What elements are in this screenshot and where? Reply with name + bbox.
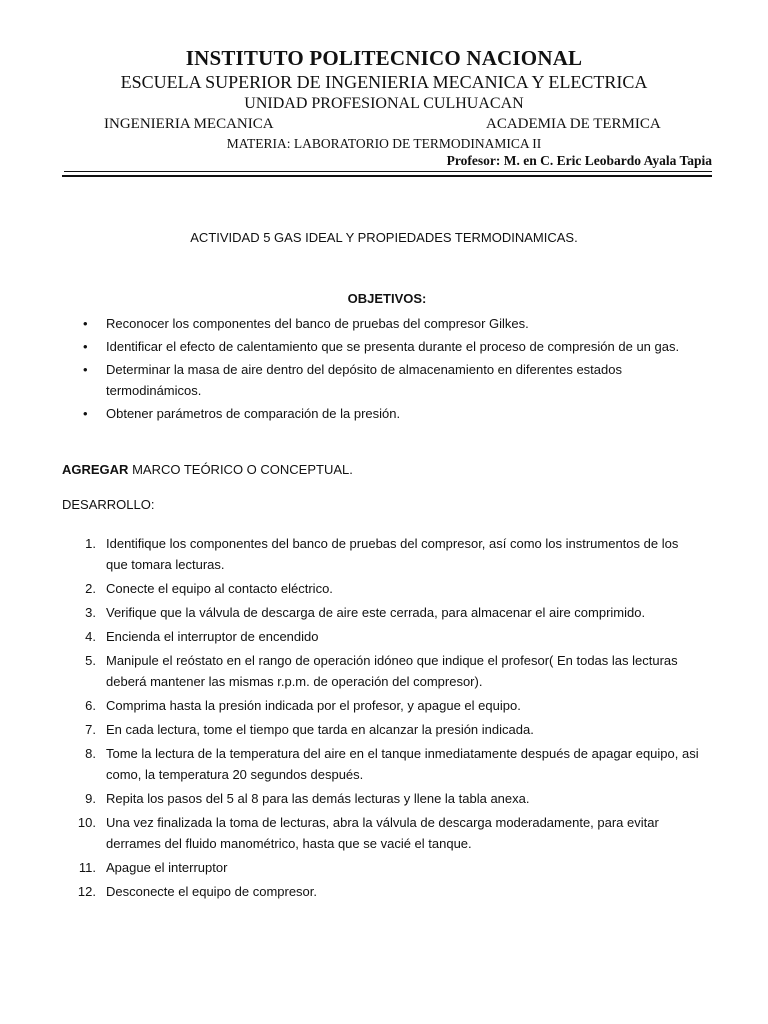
objective-item bbox=[62, 313, 702, 334]
step-number: 10. bbox=[77, 815, 96, 830]
step-number: 8. bbox=[85, 746, 96, 761]
step-text: Comprima hasta la presión indicada por el profesor, y apague el equipo. bbox=[106, 698, 521, 713]
development-step bbox=[62, 602, 702, 623]
objective-text: Identificar el efecto de calentamiento que se presenta durante el proceso de compresión de un gas. bbox=[106, 339, 680, 354]
step-text: Una vez finalizada la toma de lecturas, abra la válvula de descarga moderadamente, para evitar derrames del fluido manométrico, hasta que se vacié el tanque. bbox=[106, 815, 659, 851]
step-text: En cada lectura, tome el tiempo que tarda en alcanzar la presión indicada. bbox=[106, 722, 534, 737]
development-steps bbox=[62, 533, 702, 905]
objectives-list bbox=[62, 313, 702, 426]
development-step bbox=[62, 788, 702, 809]
step-text: Manipule el reóstato en el rango de operación idóneo que indique el profesor( En todas las lecturas deberá mantener las mismas r.p.m. de operación del compresor). bbox=[106, 653, 678, 689]
development-step bbox=[62, 578, 702, 599]
objectives-heading: OBJETIVOS: bbox=[347, 291, 427, 306]
unit-name: UNIDAD PROFESIONAL CULHUACAN bbox=[244, 95, 524, 112]
career-name: INGENIERIA MECANICA bbox=[104, 116, 274, 132]
school-name: ESCUELA SUPERIOR DE INGENIERIA MECANICA Y ELECTRICA bbox=[120, 72, 648, 92]
objective-item bbox=[62, 403, 702, 424]
step-text: Desconecte el equipo de compresor. bbox=[106, 884, 318, 899]
step-number: 5. bbox=[85, 653, 96, 668]
development-step bbox=[62, 626, 702, 647]
development-step bbox=[62, 743, 702, 785]
objective-item bbox=[62, 359, 702, 401]
development-step bbox=[62, 650, 702, 692]
development-step bbox=[62, 533, 702, 575]
step-number: 9. bbox=[85, 791, 96, 806]
step-number: 11. bbox=[78, 860, 96, 875]
academy-name: ACADEMIA DE TERMICA bbox=[486, 116, 661, 132]
step-text: Apague el interruptor bbox=[106, 860, 228, 875]
step-text: Conecte el equipo al contacto eléctrico. bbox=[106, 581, 333, 596]
objective-text: Determinar la masa de aire dentro del depósito de almacenamiento en diferentes estados termodinámicos. bbox=[106, 362, 622, 398]
bullet-icon: • bbox=[83, 406, 88, 421]
step-text: Identifique los componentes del banco de pruebas del compresor, así como los instrumentos de los que tomara lecturas. bbox=[106, 536, 679, 572]
bullet-icon: • bbox=[83, 316, 88, 331]
objective-text: Obtener parámetros de comparación de la presión. bbox=[106, 406, 401, 421]
step-number: 6. bbox=[85, 698, 96, 713]
step-number: 2. bbox=[85, 581, 96, 596]
institution-title: INSTITUTO POLITECNICO NACIONAL bbox=[185, 46, 583, 70]
subject-line: MATERIA: LABORATORIO DE TERMODINAMICA II bbox=[226, 136, 542, 151]
step-text: Verifique que la válvula de descarga de aire este cerrada, para almacenar el aire comprimido. bbox=[106, 605, 646, 620]
agregar-note bbox=[62, 462, 353, 477]
step-text: Tome la lectura de la temperatura del aire en el tanque inmediatamente después de apagar equipo, asi como, la temperatura 20 segundos después. bbox=[106, 746, 699, 782]
development-step bbox=[62, 857, 702, 878]
development-step bbox=[62, 812, 702, 854]
step-text: Encienda el interruptor de encendido bbox=[106, 629, 319, 644]
development-heading: DESARROLLO: bbox=[62, 497, 155, 512]
header-divider-thin bbox=[64, 171, 712, 172]
agregar-rest: MARCO TEÓRICO O CONCEPTUAL. bbox=[128, 462, 353, 477]
agregar-bold: AGREGAR bbox=[62, 462, 129, 477]
objective-text: Reconocer los componentes del banco de pruebas del compresor Gilkes. bbox=[106, 316, 529, 331]
bullet-icon: • bbox=[83, 362, 88, 377]
step-number: 12. bbox=[77, 884, 96, 899]
bullet-icon: • bbox=[83, 339, 88, 354]
header-divider-thick bbox=[62, 175, 712, 177]
step-text: Repita los pasos del 5 al 8 para las demás lecturas y llene la tabla anexa. bbox=[106, 791, 530, 806]
activity-title: ACTIVIDAD 5 GAS IDEAL Y PROPIEDADES TERMODINAMICAS. bbox=[190, 230, 578, 245]
development-step bbox=[62, 719, 702, 740]
step-number: 4. bbox=[85, 629, 96, 644]
step-number: 7. bbox=[85, 722, 96, 737]
professor-line: Profesor: M. en C. Eric Leobardo Ayala Tapia bbox=[446, 153, 712, 168]
step-number: 3. bbox=[85, 605, 96, 620]
step-number: 1. bbox=[85, 536, 96, 551]
objective-item bbox=[62, 336, 702, 357]
development-step bbox=[62, 695, 702, 716]
development-step bbox=[62, 881, 702, 902]
